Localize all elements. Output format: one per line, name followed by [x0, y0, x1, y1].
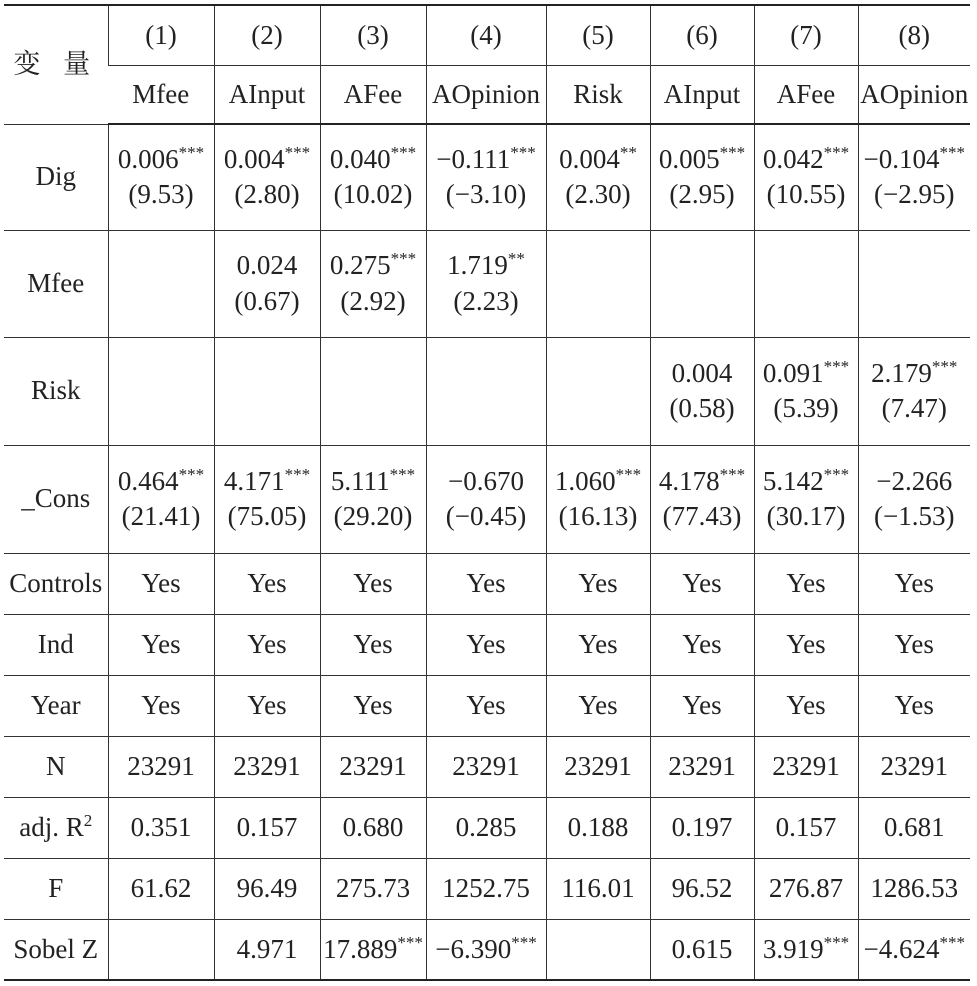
coefficient-value: −0.111	[436, 144, 511, 175]
value-cell: 0.188	[546, 797, 650, 858]
value-cell: Yes	[754, 614, 858, 675]
value-cell: 0.157	[214, 797, 320, 858]
coefficient-line	[859, 144, 971, 175]
value-cell: Yes	[650, 675, 754, 736]
row-label: Dig	[4, 124, 108, 230]
value-cell: Yes	[546, 675, 650, 736]
t-statistic: (75.05)	[227, 501, 307, 531]
coefficient-value: 0.024	[236, 250, 298, 281]
row-adj-r2	[4, 797, 970, 858]
coef-cell	[754, 445, 858, 553]
coef-cell	[214, 337, 320, 445]
coefficient-line	[215, 250, 320, 281]
value-cell: Yes	[320, 553, 426, 614]
sobel-cell	[858, 919, 970, 980]
significance-stars: ***	[510, 143, 536, 163]
dep-var-header: AOpinion	[426, 65, 546, 124]
col-number: (3)	[320, 5, 426, 65]
dep-var-header: Mfee	[108, 65, 214, 124]
row-label: N	[4, 736, 108, 797]
value-cell: 0.197	[650, 797, 754, 858]
row-label: Mfee	[4, 230, 108, 337]
value-cell: 96.49	[214, 858, 320, 919]
value-cell: Yes	[650, 553, 754, 614]
t-statistic: (−2.95)	[874, 179, 955, 210]
significance-stars: ***	[823, 464, 850, 484]
value-cell: Yes	[108, 553, 214, 614]
value-cell: Yes	[546, 614, 650, 675]
sobel-value: −4.624	[863, 933, 940, 964]
coefficient-value: 0.275	[329, 250, 391, 281]
coef-cell	[858, 337, 970, 445]
coefficient-value: 0.040	[329, 144, 391, 175]
t-statistic: (−3.10)	[445, 179, 527, 210]
coefficient-value: 0.004	[559, 144, 620, 175]
coefficient-value: 0.006	[117, 144, 179, 175]
row-label-text: adj. R	[19, 811, 84, 842]
row-label: Year	[4, 675, 108, 736]
value-cell: Yes	[546, 553, 650, 614]
value-cell: 23291	[650, 736, 754, 797]
significance-stars: ***	[615, 464, 642, 484]
value-cell: Yes	[108, 614, 214, 675]
coef-cell	[320, 445, 426, 553]
value-cell: 23291	[108, 736, 214, 797]
significance-stars: **	[507, 249, 525, 269]
value-cell: 276.87	[754, 858, 858, 919]
sobel-cell	[650, 919, 754, 980]
value-cell: 23291	[214, 736, 320, 797]
t-statistic: (−1.53)	[874, 501, 955, 531]
t-statistic: (2.92)	[340, 285, 406, 316]
coef-cell	[108, 445, 214, 553]
coef-cell	[650, 445, 754, 553]
row-ind	[4, 614, 970, 675]
coefficient-value: 4.178	[658, 465, 720, 496]
significance-stars: ***	[823, 356, 850, 376]
row-label: Risk	[4, 337, 108, 445]
value-cell: Yes	[858, 614, 970, 675]
coef-cell	[320, 230, 426, 337]
row-label: F	[4, 858, 108, 919]
value-cell: Yes	[754, 553, 858, 614]
value-cell: 0.680	[320, 797, 426, 858]
coef-cell	[214, 230, 320, 337]
coef-cell	[426, 230, 546, 337]
coefficient-line	[109, 144, 214, 175]
t-statistic: (0.67)	[234, 285, 300, 316]
t-statistic: (10.02)	[333, 179, 413, 210]
significance-stars: ***	[931, 356, 958, 376]
sobel-cell	[214, 919, 320, 980]
value-cell: 23291	[858, 736, 970, 797]
t-statistic: (−0.45)	[445, 501, 527, 531]
coefficient-value: 0.004	[671, 357, 733, 388]
coefficient-value: −2.266	[876, 465, 953, 496]
value-cell: 23291	[426, 736, 546, 797]
coefficient-value: 5.142	[762, 465, 824, 496]
sobel-cell	[320, 919, 426, 980]
significance-stars: ***	[397, 932, 423, 952]
value-cell: 1252.75	[426, 858, 546, 919]
value-cell: 23291	[754, 736, 858, 797]
coefficient-line	[651, 466, 754, 497]
sobel-value: −6.390	[435, 933, 512, 964]
col-number: (1)	[108, 5, 214, 65]
coefficient-line	[755, 466, 858, 497]
coef-cell	[546, 337, 650, 445]
col-number: (7)	[754, 5, 858, 65]
coefficient-value: 1.060	[554, 465, 616, 496]
coef-cell	[214, 445, 320, 553]
coef-cell	[214, 124, 320, 230]
coefficient-line	[321, 144, 426, 175]
significance-stars: ***	[939, 932, 965, 952]
t-statistic: (10.55)	[766, 179, 846, 210]
t-statistic: (29.20)	[333, 501, 413, 531]
t-statistic: (2.23)	[453, 285, 519, 316]
coefficient-line	[859, 466, 971, 497]
coef-cell	[426, 445, 546, 553]
value-cell: 0.157	[754, 797, 858, 858]
coefficient-value: 0.005	[658, 144, 720, 175]
significance-stars: ***	[284, 464, 311, 484]
coef-cell	[650, 124, 754, 230]
coef-cell	[546, 230, 650, 337]
value-cell: Yes	[754, 675, 858, 736]
coefficient-line	[547, 466, 650, 497]
t-statistic: (30.17)	[766, 501, 846, 531]
coef-cell	[650, 230, 754, 337]
significance-stars: ***	[284, 143, 311, 163]
sobel-cell	[426, 919, 546, 980]
value-cell: 23291	[546, 736, 650, 797]
col-number: (4)	[426, 5, 546, 65]
row-controls	[4, 553, 970, 614]
coefficient-line	[547, 144, 650, 175]
coefficient-line	[215, 144, 320, 175]
coef-cell	[754, 124, 858, 230]
significance-stars: ***	[823, 143, 850, 163]
value-cell: Yes	[650, 614, 754, 675]
value-cell: Yes	[426, 614, 546, 675]
t-statistic: (9.53)	[128, 179, 194, 210]
value-cell: 0.351	[108, 797, 214, 858]
dep-var-header: AFee	[320, 65, 426, 124]
coefficient-value: 0.464	[117, 465, 179, 496]
coefficient-line	[109, 466, 214, 497]
significance-stars: ***	[511, 932, 537, 952]
sobel-cell	[546, 919, 650, 980]
value-cell: Yes	[214, 553, 320, 614]
variable-header-label: 变 量	[13, 49, 99, 80]
coefficient-line	[427, 144, 546, 175]
value-cell: 116.01	[546, 858, 650, 919]
significance-stars: ***	[178, 143, 205, 163]
coefficient-value: 0.042	[762, 144, 824, 175]
value-cell: Yes	[426, 553, 546, 614]
coefficient-line	[651, 144, 754, 175]
value-cell: 275.73	[320, 858, 426, 919]
sobel-value: 17.889	[323, 933, 398, 964]
coefficient-line	[321, 466, 426, 497]
value-cell: 0.285	[426, 797, 546, 858]
t-statistic: (77.43)	[662, 501, 742, 531]
t-statistic: (0.58)	[669, 393, 735, 423]
coefficient-value: −0.104	[863, 144, 940, 175]
significance-stars: ***	[178, 464, 205, 484]
coefficient-line	[755, 144, 858, 175]
coefficient-line	[427, 250, 546, 281]
coef-cell	[320, 337, 426, 445]
coef-cell	[108, 230, 214, 337]
header-row-numbers	[4, 5, 970, 65]
row-year	[4, 675, 970, 736]
coefficient-line	[321, 250, 426, 281]
coefficient-line	[651, 358, 754, 389]
coef-cell	[320, 124, 426, 230]
dep-var-header: Risk	[546, 65, 650, 124]
coef-cell	[108, 124, 214, 230]
value-cell: Yes	[426, 675, 546, 736]
col-number: (8)	[858, 5, 970, 65]
coef-cell	[858, 230, 970, 337]
value-cell: Yes	[320, 675, 426, 736]
variable-header-cell	[4, 5, 108, 124]
coef-cell	[546, 124, 650, 230]
coefficient-line	[215, 466, 320, 497]
header-row-dependent-vars	[4, 65, 970, 124]
value-cell: Yes	[214, 675, 320, 736]
coef-cell	[426, 124, 546, 230]
col-number: (6)	[650, 5, 754, 65]
row-cons	[4, 445, 970, 553]
t-statistic: (2.80)	[234, 179, 300, 210]
coefficient-value: 5.111	[330, 465, 390, 496]
t-statistic: (2.30)	[565, 179, 631, 210]
row-dig	[4, 124, 970, 230]
regression-table	[4, 4, 970, 981]
coef-cell	[108, 337, 214, 445]
sobel-value: 0.615	[671, 933, 733, 964]
coef-cell	[754, 230, 858, 337]
significance-stars: ***	[389, 464, 416, 484]
coef-cell	[858, 124, 970, 230]
dep-var-header: AInput	[214, 65, 320, 124]
significance-stars: ***	[390, 143, 417, 163]
dep-var-header: AInput	[650, 65, 754, 124]
coefficient-line	[859, 358, 971, 389]
value-cell: Yes	[214, 614, 320, 675]
coefficient-value: −0.670	[448, 465, 524, 496]
t-statistic: (5.39)	[773, 393, 839, 423]
t-statistic: (16.13)	[558, 501, 638, 531]
row-n	[4, 736, 970, 797]
sobel-value: 4.971	[236, 933, 298, 964]
value-cell: Yes	[108, 675, 214, 736]
coef-cell	[858, 445, 970, 553]
significance-stars: ***	[939, 143, 965, 163]
col-number: (5)	[546, 5, 650, 65]
row-f	[4, 858, 970, 919]
significance-stars: ***	[719, 464, 746, 484]
coefficient-value: 2.179	[871, 357, 932, 388]
coefficient-line	[427, 466, 546, 497]
value-cell: Yes	[320, 614, 426, 675]
t-statistic: (2.95)	[669, 179, 735, 210]
coefficient-value: 0.091	[762, 357, 824, 388]
row-label-superscript: 2	[83, 810, 93, 830]
row-label: Sobel Z	[4, 919, 108, 980]
significance-stars: ***	[719, 143, 746, 163]
coefficient-line	[755, 358, 858, 389]
value-cell: Yes	[858, 675, 970, 736]
coefficient-value: 4.171	[223, 465, 285, 496]
value-cell: 0.681	[858, 797, 970, 858]
sobel-value: 3.919	[762, 933, 824, 964]
row-label	[4, 797, 108, 858]
value-cell: 61.62	[108, 858, 214, 919]
row-label: Ind	[4, 614, 108, 675]
significance-stars: ***	[390, 249, 417, 269]
row-sobel-z	[4, 919, 970, 980]
dep-var-header: AOpinion	[858, 65, 970, 124]
significance-stars: ***	[823, 932, 850, 952]
value-cell: 96.52	[650, 858, 754, 919]
value-cell: Yes	[858, 553, 970, 614]
row-risk	[4, 337, 970, 445]
value-cell: 23291	[320, 736, 426, 797]
coefficient-value: 0.004	[223, 144, 285, 175]
coef-cell	[426, 337, 546, 445]
col-number: (2)	[214, 5, 320, 65]
sobel-cell	[754, 919, 858, 980]
coef-cell	[650, 337, 754, 445]
sobel-cell	[108, 919, 214, 980]
t-statistic: (21.41)	[121, 501, 201, 531]
coef-cell	[546, 445, 650, 553]
row-label: _Cons	[4, 445, 108, 553]
row-mfee	[4, 230, 970, 337]
significance-stars: **	[619, 143, 637, 163]
value-cell: 1286.53	[858, 858, 970, 919]
coefficient-value: 1.719	[447, 250, 508, 281]
coef-cell	[754, 337, 858, 445]
row-label: Controls	[4, 553, 108, 614]
t-statistic: (7.47)	[881, 393, 947, 423]
dep-var-header: AFee	[754, 65, 858, 124]
